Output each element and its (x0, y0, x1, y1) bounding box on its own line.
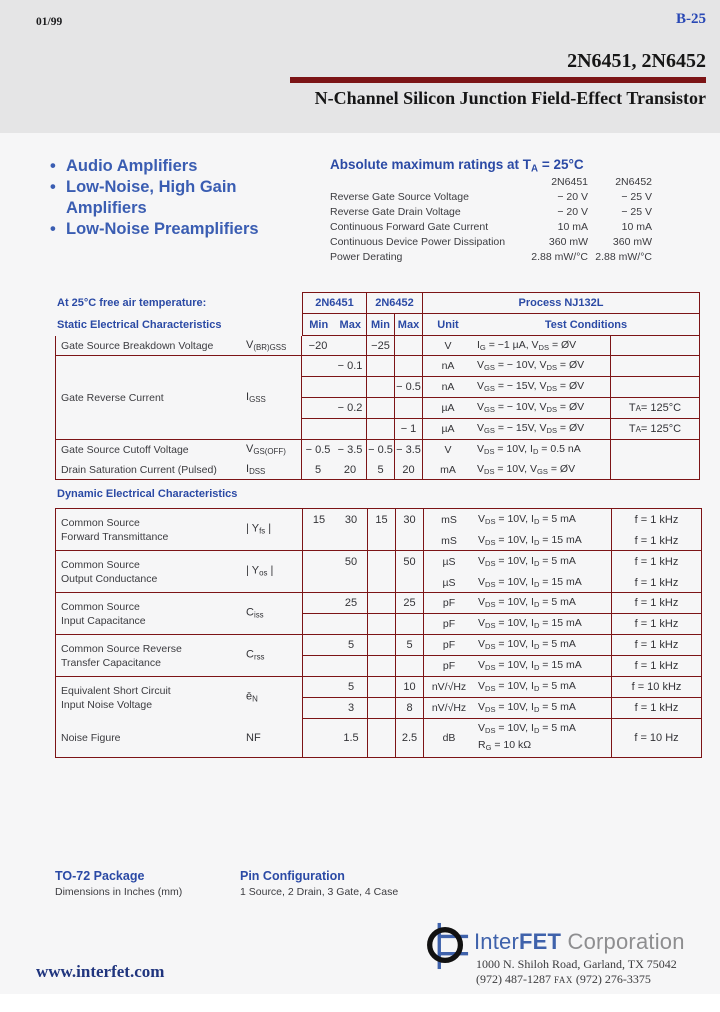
param-label: Output Conductance (61, 572, 158, 585)
frequency-condition: f = 1 kHz (634, 513, 679, 526)
pin-config-subtext: 1 Source, 2 Drain, 3 Gate, 4 Case (240, 886, 399, 898)
unit-value: V (444, 339, 452, 352)
pin-config-heading: Pin Configuration (240, 869, 345, 883)
company-name (474, 929, 685, 955)
feature-label: Audio Amplifiers (66, 157, 198, 175)
unit-value: nA (441, 381, 455, 393)
param-symbol: | $Y_{fs}$ | (246, 521, 272, 536)
row-yfs-param (56, 509, 303, 551)
test-conditions: $V_{DS} = 10V$, $I_D = 5$ mA (478, 638, 576, 652)
idss-max-2n6452: 20 (402, 464, 415, 476)
absmax-col2-header: 2N6452 (615, 176, 652, 188)
website-link[interactable]: www.interfet.com (36, 962, 165, 981)
frequency-condition: f = 1 kHz (634, 534, 679, 547)
vgsoff-min-2n6452: − 0.5 (368, 444, 393, 456)
vgsoff-min-2n6451: − 0.5 (305, 444, 331, 456)
vbr-extra (611, 336, 700, 356)
en-max-2n6452: 10 (396, 677, 424, 698)
frequency-condition: f = 10 kHz (612, 677, 701, 698)
unit-value: mA (440, 464, 456, 476)
test-conditions: $V_{GS}$ = − 10V, $V_{DS}$ = ØV (477, 359, 585, 373)
igss-max-2n6451: − 0.1 (337, 360, 363, 372)
logo-inter: Inter (474, 929, 520, 954)
test-conditions: $V_{GS}$ = − 10V, $V_{DS}$ = ØV (477, 401, 585, 415)
nf-max-2n6451: 1.5 (343, 732, 359, 744)
yfs-min-2n6452: 15 (375, 513, 388, 526)
unit-value: µA (441, 402, 455, 414)
param-symbol: $V_{(BR)GSS}$ (246, 338, 287, 353)
row-vbr-param (55, 336, 302, 356)
crss-max-2n6452: 5 (396, 635, 424, 656)
en-max-2n6451: 5 (347, 681, 355, 693)
dynamic-characteristics-table (55, 508, 702, 758)
test-conditions: $I_G = -1$ µA, $V_{DS}$ = ØV (477, 338, 577, 353)
revision-date: 01/99 (36, 16, 63, 28)
absmax-value-2n6452: − 25 V (621, 206, 652, 218)
param-label: Transfer Capacitance (61, 656, 161, 669)
igss-max-2n6452: − 1 (395, 419, 423, 440)
feature-item (50, 177, 275, 219)
test-conditions: $V_{DS} = 10V$, $I_D = 5$ mA (478, 554, 576, 569)
ciss-max-2n6452: 25 (396, 593, 424, 614)
yfs-max-2n6451: 30 (344, 513, 358, 526)
vbr-max-2n6452 (395, 336, 423, 356)
param-label: Noise Figure (61, 732, 121, 744)
absmax-table (330, 175, 652, 265)
vbr-unit-testcond (423, 336, 611, 356)
logo-corporation: Corporation (561, 929, 685, 954)
row-ciss-param (56, 593, 303, 635)
en-max-2n6452: 8 (396, 698, 424, 719)
absmax-row-label: Power Derating (330, 251, 403, 263)
param-label: Drain Saturation Current (Pulsed) (61, 464, 217, 476)
param-label: Common Source (61, 516, 140, 529)
unit-header: Unit (437, 318, 459, 331)
vbr-min-2n6452: −25 (367, 336, 395, 356)
param-symbol: $C_{rss}$ (246, 647, 265, 662)
idss-min-2n6452: 5 (377, 464, 384, 476)
vgsoff-max-2n6451: − 3.5 (337, 444, 363, 456)
unit-value: nA (441, 360, 455, 372)
fax-label: FAX (554, 975, 573, 985)
igss-max-2n6451: − 0.2 (337, 402, 363, 414)
bullet-icon: • (50, 157, 56, 175)
test-conditions: $V_{GS}$ = − 15V, $V_{DS}$ = ØV (477, 380, 585, 394)
test-conditions: $R_G = 10$ kΩ (478, 739, 532, 753)
frequency-condition: f = 1 kHz (612, 593, 701, 614)
max-header-2n6452: Max (395, 314, 423, 336)
frequency-condition: f = 10 Hz (634, 732, 679, 744)
footer-margin (0, 994, 720, 1012)
row-yos-param (56, 551, 303, 593)
row-crss-param (56, 635, 303, 677)
absmax-value-2n6452: − 25 V (621, 191, 652, 203)
test-conditions: $V_{DS} = 10V$, $I_D = 5$ mA (478, 680, 576, 694)
table-note: At 25°C free air temperature: (57, 297, 207, 309)
yfs-min-2n6451: 15 (312, 513, 326, 526)
row-vgsoff-idss-param (55, 440, 302, 480)
test-conditions: $V_{DS} = 10V$, $I_D = 15$ mA (478, 575, 582, 590)
absmax-value-2n6451: 10 mA (557, 221, 588, 233)
section-title-static: Static Electrical Characteristics (57, 319, 222, 331)
ciss-max-2n6451: 25 (344, 597, 358, 609)
static-characteristics-table (55, 292, 700, 480)
param-symbol: $I_{DSS}$ (246, 463, 266, 477)
idss-max-2n6451: 20 (343, 464, 357, 476)
vbr-min-max-2n6451 (302, 336, 367, 356)
company-phone (476, 972, 651, 987)
test-conditions: $V_{DS} = 10V$, $I_D = 15$ mA (478, 533, 582, 548)
absmax-value-2n6452: 2.88 mW/°C (595, 251, 652, 263)
unit-value: mS (441, 534, 457, 547)
unit-value: nV/√Hz (431, 702, 467, 714)
frequency-condition: f = 1 kHz (612, 698, 701, 719)
absmax-value-2n6452: 10 mA (621, 221, 652, 233)
column-header-2n6451: 2N6451 (302, 292, 367, 314)
unit-value: mS (441, 513, 457, 526)
test-conditions: $V_{DS} = 10V$, $I_D = 5$ mA (478, 721, 576, 735)
min-header: Min (309, 318, 329, 331)
frequency-condition: f = 1 kHz (634, 576, 679, 589)
test-conditions: $V_{DS} = 10V$, $I_D = 15$ mA (478, 659, 582, 673)
absmax-row-label: Reverse Gate Drain Voltage (330, 206, 461, 218)
param-label: Gate Source Cutoff Voltage (61, 444, 189, 456)
absmax-col1-header: 2N6451 (551, 176, 588, 188)
logo-fet: FET (519, 929, 562, 954)
idss-min-2n6451: 5 (314, 464, 322, 476)
param-symbol: $V_{GS(OFF)}$ (246, 443, 286, 457)
yos-max-2n6452: 50 (403, 555, 416, 568)
column-header-2n6452: 2N6452 (367, 292, 423, 314)
temp-condition: T A = 125°C (611, 398, 700, 419)
test-conditions: $V_{DS} = 10V$, $V_{GS}$ = ØV (477, 463, 576, 477)
testcond-header: Test Conditions (544, 318, 628, 331)
param-label: Gate Reverse Current (61, 391, 164, 404)
unit-value: pF (442, 597, 456, 609)
feature-label: Low-Noise, High Gain Amplifiers (66, 178, 237, 217)
package-heading: TO-72 Package (55, 869, 145, 883)
crss-max-2n6451: 5 (347, 639, 355, 651)
value-min: −20 (308, 339, 328, 352)
row-igss-param (55, 356, 302, 440)
param-label: Gate Source Breakdown Voltage (61, 339, 214, 352)
unit-value: µS (442, 576, 456, 589)
minmax-header-2n6451 (302, 314, 367, 336)
min-header-2n6452: Min (367, 314, 395, 336)
bullet-icon: • (50, 220, 56, 238)
test-conditions: $V_{DS} = 10V$, $I_D = 15$ mA (478, 617, 582, 631)
absmax-row-label: Continuous Forward Gate Current (330, 221, 489, 233)
absmax-value-2n6451: 360 mW (548, 236, 588, 248)
package-subtext: Dimensions in Inches (mm) (55, 886, 183, 898)
absmax-heading: Absolute maximum ratings at $T_A = 25^\circ C$ (330, 157, 584, 175)
unit-value: pF (442, 618, 456, 630)
param-label: Equivalent Short Circuit (61, 685, 171, 697)
unit-testcond-header (423, 314, 700, 336)
param-label: Common Source (61, 600, 140, 613)
frequency-condition: f = 1 kHz (612, 614, 701, 635)
row-en-param (56, 677, 303, 719)
interfet-logo-icon (422, 921, 470, 971)
unit-value: dB (442, 732, 456, 744)
fax-number: (972) 276-3375 (572, 972, 651, 986)
test-conditions: $V_{DS} = 10V$, $I_D = 0.5$ nA (477, 443, 581, 457)
feature-list (50, 156, 275, 240)
feature-item (50, 219, 275, 240)
absmax-value-2n6451: 2.88 mW/°C (531, 251, 588, 263)
absmax-row-label: Reverse Gate Source Voltage (330, 191, 469, 203)
part-number-title: 2N6451, 2N6452 (567, 50, 706, 72)
param-label: Input Noise Voltage (61, 699, 153, 711)
temp-condition: T A = 125°C (611, 419, 700, 440)
unit-value: nV/√Hz (431, 681, 467, 693)
absmax-value-2n6451: − 20 V (557, 206, 588, 218)
test-conditions: $V_{DS} = 10V$, $I_D = 5$ mA (478, 596, 576, 610)
unit-value: pF (442, 660, 456, 672)
frequency-condition: f = 1 kHz (612, 656, 701, 677)
param-label: Common Source Reverse (61, 642, 182, 655)
test-conditions: $V_{DS} = 10V$, $I_D = 5$ mA (478, 701, 576, 715)
test-conditions: $V_{GS}$ = − 15V, $V_{DS}$ = ØV (477, 422, 585, 436)
feature-label: Low-Noise Preamplifiers (66, 220, 259, 238)
unit-value: pF (442, 639, 456, 651)
vgsoff-max-2n6452: − 3.5 (396, 444, 421, 456)
test-conditions: $V_{DS} = 10V$, $I_D = 5$ mA (478, 512, 576, 527)
section-title-dynamic: Dynamic Electrical Characteristics (57, 488, 238, 500)
device-subtitle: N-Channel Silicon Junction Field-Effect Transistor (314, 88, 706, 108)
param-symbol: $I_{GSS}$ (246, 390, 266, 405)
company-address: 1000 N. Shiloh Road, Garland, TX 75042 (476, 957, 677, 971)
unit-value: µA (441, 423, 455, 435)
absmax-value-2n6452: 360 mW (612, 236, 652, 248)
title-rule (290, 77, 706, 83)
frequency-condition: f = 1 kHz (634, 555, 679, 568)
phone-number: (972) 487-1287 (476, 972, 551, 986)
yfs-max-2n6452: 30 (403, 513, 416, 526)
param-symbol: NF (246, 732, 261, 744)
page-number: B-25 (676, 11, 706, 27)
param-label: Forward Transmittance (61, 530, 169, 543)
unit-value: µS (442, 555, 456, 568)
param-label: Input Capacitance (61, 614, 146, 627)
feature-item (50, 156, 275, 177)
param-symbol: $ē_N$ (246, 690, 258, 704)
en-max-2n6451: 3 (347, 702, 355, 714)
igss-max-2n6452: − 0.5 (395, 377, 423, 398)
unit-value: V (444, 444, 452, 456)
max-header: Max (339, 318, 361, 331)
frequency-condition: f = 1 kHz (612, 635, 701, 656)
param-symbol: $C_{iss}$ (246, 605, 264, 620)
yos-max-2n6451: 50 (344, 555, 358, 568)
absmax-row-label: Continuous Device Power Dissipation (330, 236, 506, 248)
nf-max-2n6452: 2.5 (396, 719, 424, 757)
param-symbol: | $Y_{os}$ | (246, 563, 274, 578)
column-header-process: Process NJ132L (423, 292, 700, 314)
param-label: Common Source (61, 558, 140, 571)
row-nf-param (56, 719, 303, 757)
bullet-icon: • (50, 178, 56, 196)
absmax-value-2n6451: − 20 V (557, 191, 588, 203)
